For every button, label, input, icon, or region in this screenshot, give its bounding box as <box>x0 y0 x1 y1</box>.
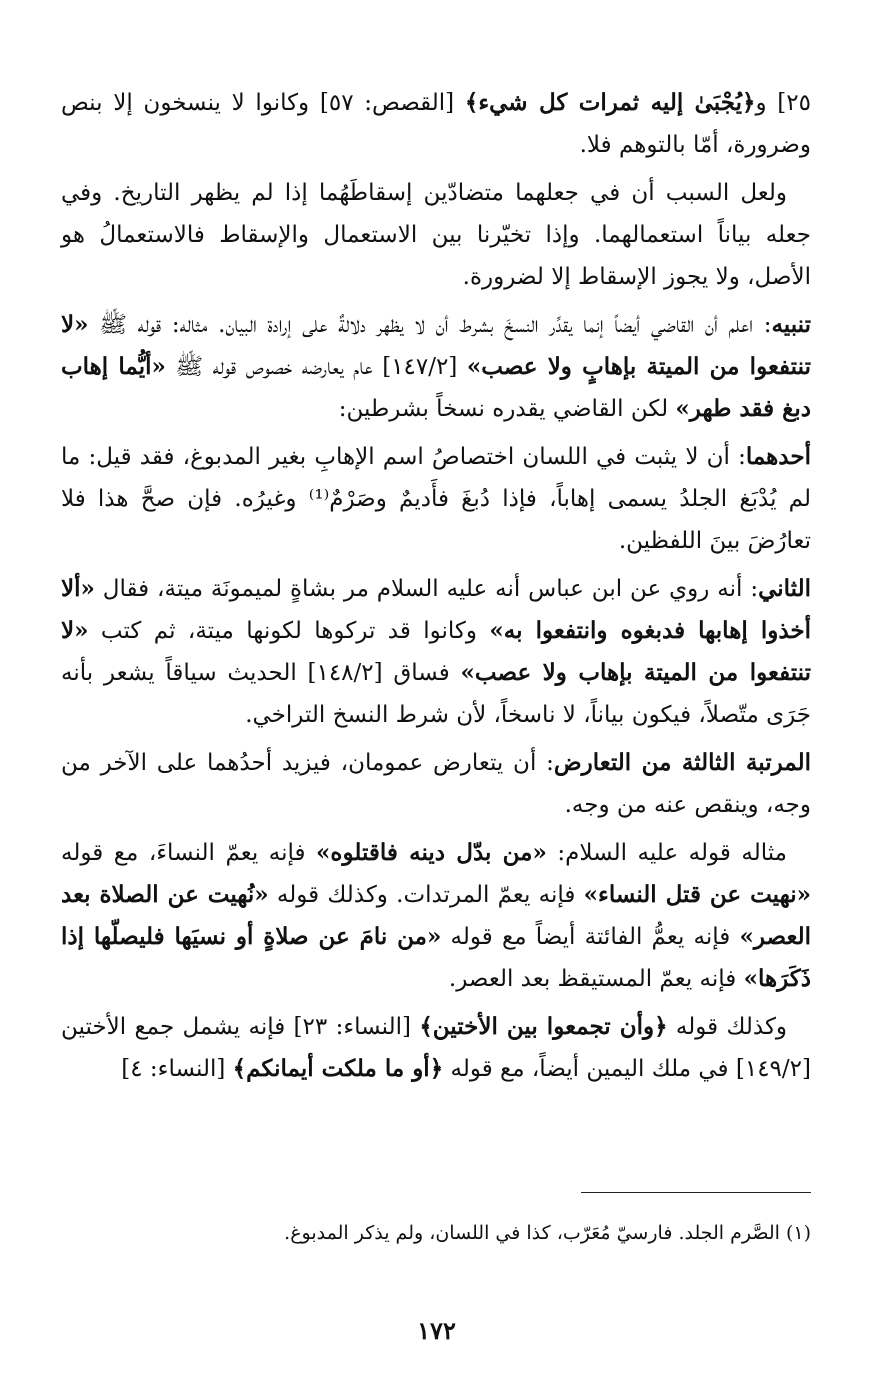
paragraph-2 <box>61 172 811 298</box>
footnote: (١) الصَّرم الجلد. فارسيّ مُعَرّب، كذا في اللسان، ولم يذكر المدبوغ. <box>284 1222 811 1244</box>
text-segment: فإنه يعمّ النساءَ، مع قوله <box>61 840 317 866</box>
paragraph-6 <box>61 742 811 826</box>
text-segment: [١٤٧/٢] عام يعارضه خصوص قوله ﷺ <box>165 354 467 380</box>
hadith-quote: «من نامَ عن صلاةٍ أو نسيَها فليصلّها إذا ذَكَرَها» <box>61 923 811 992</box>
text-segment: : أنه روي عن ابن عباس أنه عليه السلام مر بشاةٍ لميمونَة ميتة، فقال <box>94 576 759 602</box>
hadith-quote: «أيُّما إهاب دبغ فقد طهر» <box>61 353 811 422</box>
hadith-quote: «لا تنتفعوا من الميتة بإهابٍ ولا عصب» <box>61 311 811 380</box>
hadith-quote: «من بدّل دينه فاقتلوه» <box>316 839 547 866</box>
quran-verse: ﴿وأن تجمعوا بين الأختين﴾ <box>419 1013 668 1040</box>
paragraph-5 <box>61 568 811 736</box>
page-number: ١٧٢ <box>417 1316 456 1345</box>
text-segment: : أن يتعارض عمومان، فيزيد أحدُهما على الآخر من وجه، وينقص عنه من وجه. <box>61 750 811 818</box>
page-body <box>61 82 811 1096</box>
text-segment: وكذلك قوله <box>667 1014 787 1040</box>
paragraph-7 <box>61 832 811 1000</box>
quran-verse: ﴿يُجْبَىٰ إليه ثمرات كل شيء﴾ <box>464 89 756 116</box>
paragraph-heading: تنبيه <box>771 311 811 338</box>
paragraph-4 <box>61 436 811 562</box>
hadith-quote: «نهيت عن قتل النساء» <box>583 881 811 908</box>
text-segment: لكن القاضي يقدره نسخاً بشرطين: <box>338 396 676 422</box>
hadith-quote: «لا تنتفعوا من الميتة بإهاب ولا عصب» <box>61 617 811 686</box>
text-segment: فإنه يعمّ المستيقظ بعد العصر. <box>448 966 744 992</box>
text-segment: فساق [١٤٨/٢] الحديث سياقاً يشعر بأنه جَرَى متّصلاً، فيكون بياناً، لا ناسخاً، لأن شرط النسخ التراخي. <box>61 660 811 728</box>
footnote-divider <box>581 1192 811 1193</box>
hadith-quote: «ألا أخذوا إهابها فدبغوه وانتفعوا به» <box>61 575 811 644</box>
text-segment: [النساء: ٢٣] فإنه يشمل جمع الأختين [١٤٩/٢] في ملك اليمين أيضاً، مع قوله <box>61 1014 811 1082</box>
paragraph-1 <box>61 82 811 166</box>
hadith-quote: «نُهيت عن الصلاة بعد العصر» <box>61 881 811 950</box>
text-segment: [القصص: ٥٧] وكانوا لا ينسخون إلا بنص وضرورة، أمّا بالتوهم فلا. <box>61 90 811 158</box>
text-segment: : اعلم أن القاضي أيضاً إنما يقدِّر النسخَ بشرط أن لا يظهر دلالةٌ على إرادة البيان. مثاله: قوله ﷺ <box>88 312 772 338</box>
paragraph-3 <box>61 304 811 430</box>
paragraph-heading: أحدهما <box>745 443 811 470</box>
text-segment: ولعل السبب أن في جعلهما متضادّين إسقاطَهُما إذا لم يظهر التاريخ. وفي جعله بياناً استعمالهما. وإذا تخيّرنا بين الاستعمال والإسقاط فالاستعمالُ هو الأصل، ولا يجوز الإسقاط إلا لضرورة. <box>61 180 811 290</box>
text-segment: [النساء: ٤] <box>121 1056 233 1082</box>
text-segment: وكانوا قد تركوها لكونها ميتة، ثم كتب <box>88 618 490 644</box>
paragraph-heading: المرتبة الثالثة من التعارض <box>553 749 812 776</box>
quran-verse: ﴿أو ما ملكت أيمانكم﴾ <box>232 1055 444 1082</box>
paragraph-8 <box>61 1006 811 1090</box>
text-segment: فإنه يعمُّ الفائتة أيضاً مع قوله <box>441 924 740 950</box>
text-segment: ٢٥] و <box>755 90 811 116</box>
paragraph-heading: الثاني <box>758 575 811 602</box>
text-segment: : أن لا يثبت في اللسان اختصاصُ اسم الإهابِ بغير المدبوغ، فقد قيل: ما لم يُدْبَغ الجلدُ يسمى إهاباً، فإذا دُبغَ فأَديمٌ وصَرْمٌ⁽¹⁾ وغيرُه. فإن صحَّ هذا فلا تعارُضَ بينَ اللفظين. <box>61 444 811 554</box>
text-segment: مثاله قوله عليه السلام: <box>546 840 788 866</box>
text-segment: فإنه يعمّ المرتدات. وكذلك قوله <box>268 882 584 908</box>
